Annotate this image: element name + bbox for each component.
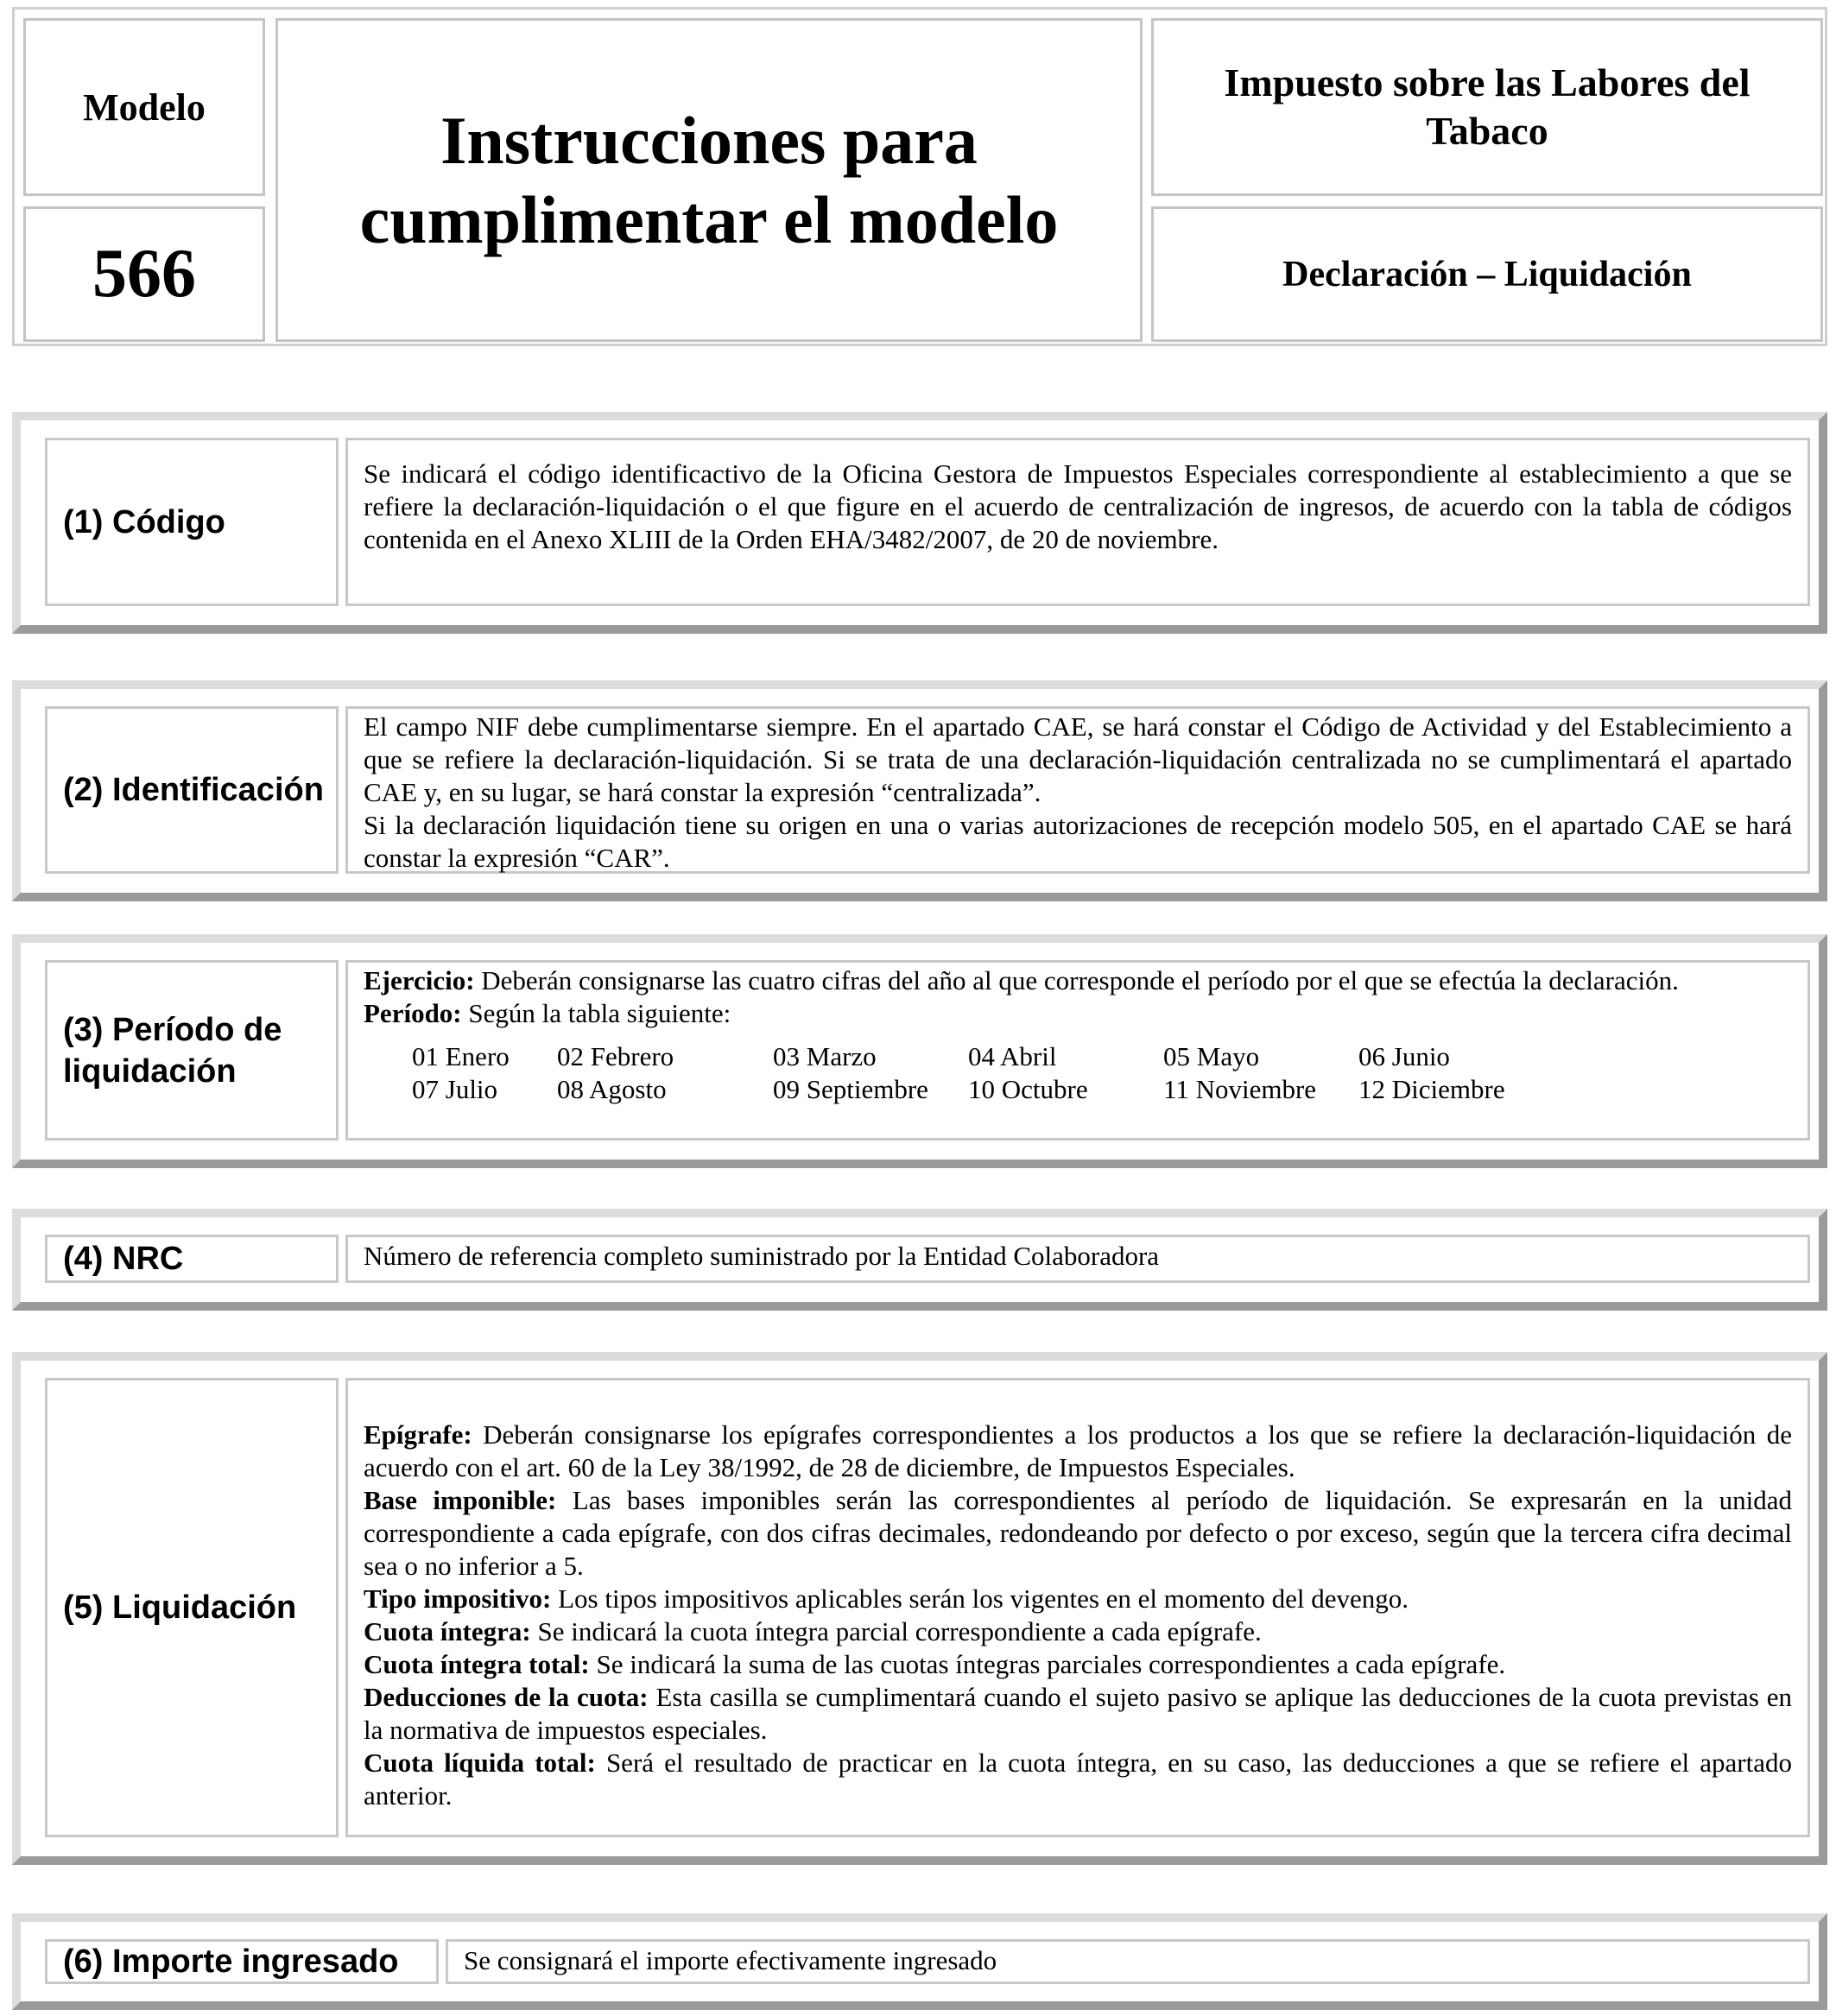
item-term: Deducciones de la cuota: <box>364 1682 649 1712</box>
ejercicio-line <box>364 964 1792 997</box>
header <box>12 7 1827 346</box>
section-label: (2) Identificación <box>45 706 339 874</box>
modelo-label: Modelo <box>23 18 265 196</box>
item-text: Se indicará la cuota íntegra parcial correspondiente a cada epígrafe. <box>530 1616 1262 1646</box>
item-text: Esta casilla se cumplimentará cuando el sujeto pasivo se aplique las deducciones de la cuota previstas en la normativa de impuestos especiales. <box>364 1682 1792 1745</box>
codigo-text: Se indicará el código identificactivo de la Oficina Gestora de Impuestos Especiales correspondiente al establecimiento a que se refiere la declaración-liquidación o el que figure en el acuerdo de centralización de ingresos, de acuerdo con la tabla de códigos contenida en el Anexo XLIII de la Orden EHA/3482/2007, de 20 de noviembre. <box>364 458 1792 554</box>
month-item: 02 Febrero <box>557 1041 674 1071</box>
nrc-text: Número de referencia completo suministrado por la Entidad Colaboradora <box>364 1241 1160 1271</box>
month-item: 05 Mayo <box>1163 1041 1260 1071</box>
section-label: (1) Código <box>45 438 339 606</box>
section-codigo <box>12 412 1827 634</box>
identificacion-paragraph-2: Si la declaración liquidación tiene su origen en una o varias autorizaciones de recepción modelo 505, en el apartado CAE se hará constar la expresión “CAR”. <box>364 810 1792 873</box>
title-line-2: cumplimentar el modelo <box>359 181 1059 257</box>
section-nrc <box>12 1209 1827 1311</box>
section-text <box>345 706 1810 874</box>
item-text: Los tipos impositivos aplicables serán los vigentes en el momento del devengo. <box>551 1583 1409 1614</box>
month-item: 06 Junio <box>1358 1041 1450 1071</box>
item-text: Será el resultado de practicar en la cuota íntegra, en su caso, las deducciones a que se refiere el apartado anterior. <box>364 1747 1792 1811</box>
section-label: (6) Importe ingresado <box>45 1939 439 1984</box>
identificacion-paragraph-1: El campo NIF debe cumplimentarse siempre. En el apartado CAE, se hará constar el Código de Actividad y del Establecimiento a que se refiere la declaración-liquidación. Si se trata de una declaración-liquidación centralizada no se cumplimentará el apartado CAE y, en su lugar, se hará constar la expresión “centralizada”. <box>364 711 1792 807</box>
periodo-term: Período: <box>364 998 462 1028</box>
section-periodo <box>12 934 1827 1168</box>
liquidacion-item-cuota-integra-total <box>364 1648 1792 1681</box>
section-text <box>345 960 1810 1141</box>
month-item: 11 Noviembre <box>1163 1074 1317 1104</box>
section-label: (4) NRC <box>45 1235 339 1283</box>
section-text <box>446 1939 1810 1984</box>
item-term: Cuota íntegra: <box>364 1616 531 1646</box>
section-importe <box>12 1913 1827 2010</box>
periodo-line <box>364 997 1792 1030</box>
section-text <box>345 1235 1810 1283</box>
months-table <box>412 1040 1792 1106</box>
item-term: Cuota líquida total: <box>364 1747 596 1778</box>
liquidacion-item-cuota-integra <box>364 1615 1792 1648</box>
title-line-1: Instrucciones para <box>440 102 978 178</box>
declaration-type: Declaración – Liquidación <box>1151 206 1823 342</box>
periodo-label-line-1: (3) Período de <box>63 1011 282 1048</box>
item-text: Deberán consignarse los epígrafes correspondientes a los productos a los que se refiere la declaración-liquidación de acuerdo con el art. 60 de la Ley 38/1992, de 28 de diciembre, de Impuestos Especiales. <box>364 1419 1792 1482</box>
month-item: 08 Agosto <box>557 1074 667 1104</box>
item-term: Cuota íntegra total: <box>364 1649 590 1679</box>
section-label <box>45 960 339 1141</box>
month-item: 12 Diciembre <box>1358 1074 1505 1104</box>
section-label: (5) Liquidación <box>45 1378 339 1837</box>
ejercicio-term: Ejercicio: <box>364 965 475 995</box>
liquidacion-item-cuota-liquida-total <box>364 1747 1792 1812</box>
item-term: Base imponible: <box>364 1485 557 1515</box>
month-item: 04 Abril <box>968 1041 1057 1071</box>
section-text <box>345 438 1810 606</box>
tax-name: Impuesto sobre las Labores del Tabaco <box>1151 18 1823 196</box>
periodo-label-line-2: liquidación <box>63 1052 237 1090</box>
item-term: Epígrafe: <box>364 1419 472 1450</box>
liquidacion-item-tipo-impositivo <box>364 1583 1792 1615</box>
section-text <box>345 1378 1810 1837</box>
item-text: Las bases imponibles serán las correspondientes al período de liquidación. Se expresarán en la unidad correspondiente a cada epígrafe, con dos cifras decimales, redondeando por defecto o por exceso, según que la tercera cifra decimal sea o no inferior a 5. <box>364 1485 1793 1581</box>
importe-text: Se consignará el importe efectivamente ingresado <box>464 1945 997 1975</box>
month-item: 09 Septiembre <box>773 1074 928 1104</box>
item-term: Tipo impositivo: <box>364 1583 552 1614</box>
modelo-number: 566 <box>23 206 265 342</box>
section-liquidacion <box>12 1352 1827 1865</box>
periodo-text: Según la tabla siguiente: <box>461 998 731 1028</box>
liquidacion-item-base-imponible <box>364 1484 1792 1583</box>
liquidacion-item-deducciones <box>364 1681 1792 1747</box>
month-item: 03 Marzo <box>773 1041 877 1071</box>
month-item: 10 Octubre <box>968 1074 1088 1104</box>
section-identificacion <box>12 680 1827 901</box>
ejercicio-text: Deberán consignarse las cuatro cifras del año al que corresponde el período por el que se efectúa la declaración. <box>474 965 1679 995</box>
month-item: 01 Enero <box>412 1041 510 1071</box>
month-item: 07 Julio <box>412 1074 498 1104</box>
item-text: Se indicará la suma de las cuotas íntegras parciales correspondientes a cada epígrafe. <box>589 1649 1506 1679</box>
liquidacion-item-epigrafe <box>364 1419 1792 1484</box>
page-title <box>275 18 1143 342</box>
